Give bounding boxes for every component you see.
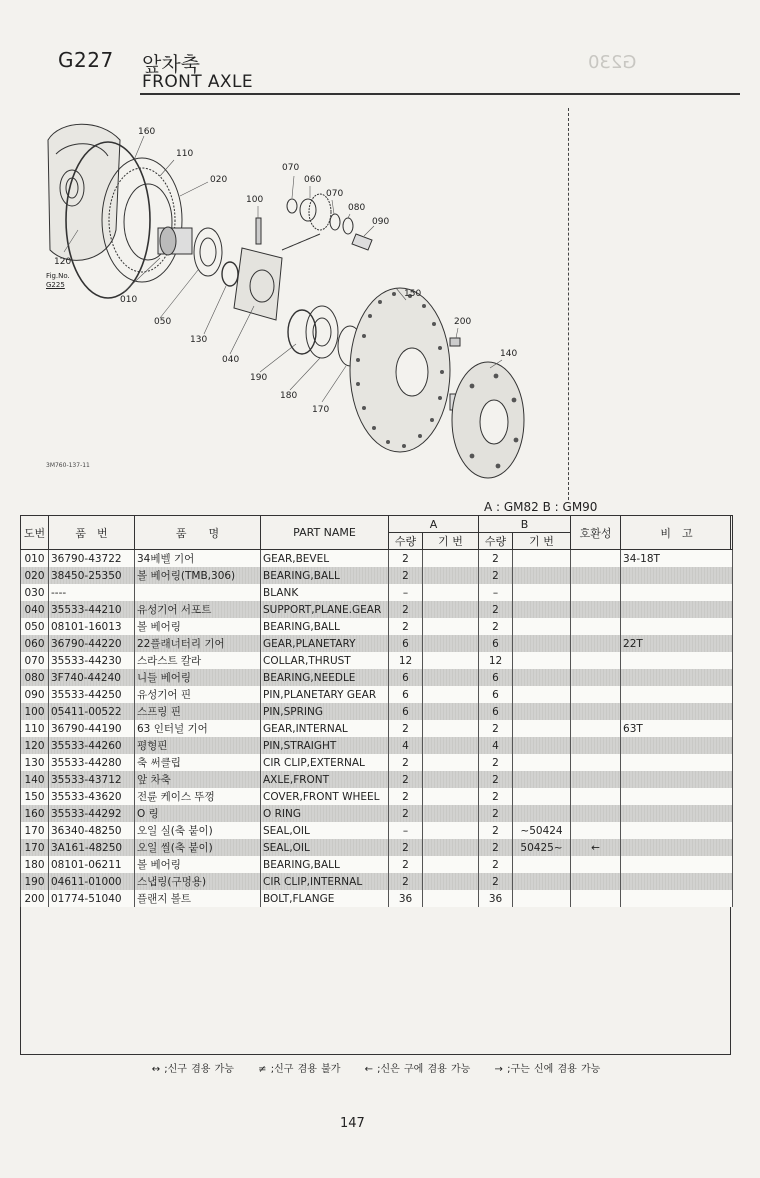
cell-remarks	[621, 584, 733, 601]
cell-no: 170	[21, 822, 49, 839]
cell-remarks	[621, 737, 733, 754]
callout-label: 080	[348, 203, 366, 213]
callout-label: 190	[250, 373, 268, 383]
cell-en: BEARING,NEEDLE	[261, 669, 389, 686]
header-name-ko: 품 명	[135, 516, 261, 550]
cell-compat	[571, 584, 621, 601]
header-serial-a: 기 번	[423, 533, 479, 550]
callout-label: 060	[304, 175, 322, 185]
cell-en: AXLE,FRONT	[261, 771, 389, 788]
cell-qa: 2	[389, 856, 423, 873]
cell-qa: 2	[389, 567, 423, 584]
cell-no: 070	[21, 652, 49, 669]
cell-qa: 6	[389, 669, 423, 686]
cell-sa	[423, 839, 479, 856]
callout-label: 070	[282, 163, 300, 173]
cell-part: 36790-44220	[49, 635, 135, 652]
table-row	[21, 856, 733, 873]
cell-en: COVER,FRONT WHEEL	[261, 788, 389, 805]
cell-compat	[571, 873, 621, 890]
table-row	[21, 601, 733, 618]
cell-remarks	[621, 703, 733, 720]
header-compat: 호환성	[571, 516, 621, 550]
header-group-b: B	[479, 516, 571, 533]
cell-ko: 볼 베어링(TMB,306)	[135, 567, 261, 584]
cell-compat	[571, 737, 621, 754]
cell-en: GEAR,INTERNAL	[261, 720, 389, 737]
cell-remarks	[621, 822, 733, 839]
header-remarks: 비 고	[621, 516, 733, 550]
cell-compat	[571, 652, 621, 669]
cell-no: 200	[21, 890, 49, 907]
cell-compat	[571, 686, 621, 703]
cell-qb: 12	[479, 652, 513, 669]
table-row	[21, 720, 733, 737]
cell-remarks	[621, 805, 733, 822]
cell-qb: –	[479, 584, 513, 601]
cell-part: 35533-44250	[49, 686, 135, 703]
cell-no: 180	[21, 856, 49, 873]
cell-ko: 축 써클립	[135, 754, 261, 771]
cell-en: BEARING,BALL	[261, 567, 389, 584]
cell-sb	[513, 890, 571, 907]
cell-qa: 2	[389, 550, 423, 568]
callout-label: 120	[54, 257, 72, 267]
table-row	[21, 873, 733, 890]
cell-part: 35533-44230	[49, 652, 135, 669]
cell-ko: 오일 실(축 붙이)	[135, 822, 261, 839]
cell-no: 110	[21, 720, 49, 737]
cell-en: BLANK	[261, 584, 389, 601]
cell-remarks	[621, 686, 733, 703]
callout-label: 170	[312, 405, 330, 415]
model-legend: A : GM82 B : GM90	[484, 500, 598, 514]
cell-part: 38450-25350	[49, 567, 135, 584]
cell-part: 36790-43722	[49, 550, 135, 568]
cell-no: 100	[21, 703, 49, 720]
cell-sb	[513, 703, 571, 720]
fig-ref-label: Fig.No.	[46, 272, 70, 280]
cell-compat	[571, 856, 621, 873]
cell-sb	[513, 737, 571, 754]
cell-no: 050	[21, 618, 49, 635]
table-row	[21, 635, 733, 652]
cell-no: 010	[21, 550, 49, 568]
cell-remarks: 34-18T	[621, 550, 733, 568]
cell-sb: 50425~	[513, 839, 571, 856]
cell-qb: 2	[479, 618, 513, 635]
cell-sb	[513, 686, 571, 703]
cell-sa	[423, 737, 479, 754]
cell-sa	[423, 720, 479, 737]
legend-item: ≠ ;신구 겸용 불가	[258, 1064, 341, 1075]
cell-qa: 4	[389, 737, 423, 754]
cell-sa	[423, 652, 479, 669]
drawing-number: 3M760-137-11	[46, 462, 90, 469]
cell-compat	[571, 635, 621, 652]
cell-qa: 2	[389, 788, 423, 805]
cell-en: CIR CLIP,EXTERNAL	[261, 754, 389, 771]
legend-item: ← ;신은 구에 겸용 가능	[364, 1064, 471, 1075]
cell-part: 08101-16013	[49, 618, 135, 635]
cell-ko: 오일 씰(축 붙이)	[135, 839, 261, 856]
cell-sa	[423, 771, 479, 788]
cell-remarks	[621, 567, 733, 584]
cell-qa: 2	[389, 839, 423, 856]
cell-en: PIN,PLANETARY GEAR	[261, 686, 389, 703]
cell-part: 3F740-44240	[49, 669, 135, 686]
cell-ko: 플랜지 볼트	[135, 890, 261, 907]
cell-sa	[423, 618, 479, 635]
cell-ko: 볼 베어링	[135, 618, 261, 635]
cell-no: 060	[21, 635, 49, 652]
cell-ko: 22플래너터리 기어	[135, 635, 261, 652]
table-row	[21, 652, 733, 669]
cell-compat	[571, 771, 621, 788]
cell-part: 01774-51040	[49, 890, 135, 907]
cell-compat	[571, 550, 621, 568]
page-number: 147	[340, 1116, 365, 1131]
header-qty-b: 수량	[479, 533, 513, 550]
header-no: 도번	[21, 516, 49, 550]
cell-sb: ~50424	[513, 822, 571, 839]
cell-sb	[513, 856, 571, 873]
page-title-korean: 앞차축	[142, 52, 200, 76]
cell-en: CIR CLIP,INTERNAL	[261, 873, 389, 890]
cell-part: 36340-48250	[49, 822, 135, 839]
cell-no: 140	[21, 771, 49, 788]
cell-part: 35533-44292	[49, 805, 135, 822]
cell-sb	[513, 567, 571, 584]
callout-label: 130	[190, 335, 208, 345]
cell-ko: 전륜 케이스 뚜껑	[135, 788, 261, 805]
cell-ko: 볼 베어링	[135, 856, 261, 873]
table-row	[21, 686, 733, 703]
cell-qb: 2	[479, 720, 513, 737]
cell-en: SEAL,OIL	[261, 839, 389, 856]
header-group-a: A	[389, 516, 479, 533]
callout-label: 100	[246, 195, 264, 205]
cell-ko: 스라스트 칼라	[135, 652, 261, 669]
header-part-no: 품 번	[49, 516, 135, 550]
cell-compat	[571, 788, 621, 805]
cell-qb: 2	[479, 771, 513, 788]
cell-sa	[423, 703, 479, 720]
cell-en: BOLT,FLANGE	[261, 890, 389, 907]
table-row	[21, 703, 733, 720]
cell-sb	[513, 805, 571, 822]
table-row	[21, 669, 733, 686]
cell-qb: 2	[479, 754, 513, 771]
cell-en: PIN,SPRING	[261, 703, 389, 720]
cell-part: 3A161-48250	[49, 839, 135, 856]
cell-ko: 스프링 핀	[135, 703, 261, 720]
cell-part: 35533-43712	[49, 771, 135, 788]
cell-qa: 12	[389, 652, 423, 669]
cell-sa	[423, 669, 479, 686]
callout-label: 050	[154, 317, 172, 327]
cell-compat	[571, 890, 621, 907]
cell-en: PIN,STRAIGHT	[261, 737, 389, 754]
cell-sa	[423, 550, 479, 568]
table-row	[21, 584, 733, 601]
cell-qa: 2	[389, 754, 423, 771]
cell-qb: 36	[479, 890, 513, 907]
cell-no: 030	[21, 584, 49, 601]
header-qty-a: 수량	[389, 533, 423, 550]
callout-label: 160	[138, 127, 156, 137]
cell-remarks	[621, 652, 733, 669]
cell-compat	[571, 669, 621, 686]
cell-sb	[513, 788, 571, 805]
cell-ko: 34베벨 기어	[135, 550, 261, 568]
cell-sa	[423, 788, 479, 805]
callout-label: 180	[280, 391, 298, 401]
cell-no: 160	[21, 805, 49, 822]
cell-remarks	[621, 890, 733, 907]
cell-compat	[571, 601, 621, 618]
cell-compat	[571, 805, 621, 822]
cell-qa: 2	[389, 720, 423, 737]
cell-no: 120	[21, 737, 49, 754]
cell-en: SEAL,OIL	[261, 822, 389, 839]
cell-qa: 36	[389, 890, 423, 907]
cell-ko: 평형핀	[135, 737, 261, 754]
table-row	[21, 737, 733, 754]
cell-sa	[423, 635, 479, 652]
cell-qa: 2	[389, 618, 423, 635]
cell-no: 020	[21, 567, 49, 584]
cell-no: 040	[21, 601, 49, 618]
compatibility-legend	[20, 1060, 732, 1075]
cell-part: ----	[49, 584, 135, 601]
cell-part: 08101-06211	[49, 856, 135, 873]
callout-label: 150	[404, 289, 422, 299]
cell-compat	[571, 703, 621, 720]
header-name-en: PART NAME	[261, 516, 389, 550]
cell-part: 35533-44280	[49, 754, 135, 771]
cell-compat	[571, 618, 621, 635]
cell-sb	[513, 720, 571, 737]
cell-qa: –	[389, 822, 423, 839]
cell-qb: 2	[479, 601, 513, 618]
cell-sa	[423, 822, 479, 839]
cell-qa: 6	[389, 635, 423, 652]
cell-ko: 니들 베어링	[135, 669, 261, 686]
cell-no: 080	[21, 669, 49, 686]
cell-qa: 6	[389, 686, 423, 703]
cell-no: 130	[21, 754, 49, 771]
table-row	[21, 567, 733, 584]
cell-part: 36790-44190	[49, 720, 135, 737]
table-row	[21, 771, 733, 788]
cell-sb	[513, 584, 571, 601]
cell-sa	[423, 856, 479, 873]
callout-label: 070	[326, 189, 344, 199]
table-row	[21, 754, 733, 771]
cell-sa	[423, 890, 479, 907]
cell-sa	[423, 805, 479, 822]
cell-remarks	[621, 856, 733, 873]
table-row	[21, 839, 733, 856]
cell-en: SUPPORT,PLANE.GEAR	[261, 601, 389, 618]
cell-en: GEAR,PLANETARY	[261, 635, 389, 652]
page-title-english: FRONT AXLE	[142, 72, 253, 92]
cell-compat: ←	[571, 839, 621, 856]
cell-sb	[513, 873, 571, 890]
cell-sa	[423, 754, 479, 771]
cell-ko: 63 인터널 기어	[135, 720, 261, 737]
cell-no: 170	[21, 839, 49, 856]
cell-qa: 2	[389, 805, 423, 822]
page-code: G227	[58, 48, 114, 72]
cell-sb	[513, 618, 571, 635]
cell-qa: 6	[389, 703, 423, 720]
cell-en: COLLAR,THRUST	[261, 652, 389, 669]
cell-remarks	[621, 601, 733, 618]
cell-remarks: 63T	[621, 720, 733, 737]
cell-qb: 6	[479, 635, 513, 652]
table-row	[21, 550, 733, 568]
cell-ko: 앞 차축	[135, 771, 261, 788]
cell-en: BEARING,BALL	[261, 618, 389, 635]
table-row	[21, 805, 733, 822]
cell-en: GEAR,BEVEL	[261, 550, 389, 568]
cell-compat	[571, 720, 621, 737]
cell-part: 35533-43620	[49, 788, 135, 805]
cell-qb: 2	[479, 805, 513, 822]
table-row	[21, 822, 733, 839]
cell-sa	[423, 873, 479, 890]
table-row	[21, 890, 733, 907]
cell-no: 190	[21, 873, 49, 890]
exploded-parts-diagram	[20, 110, 580, 495]
cell-remarks	[621, 788, 733, 805]
cell-qa: 2	[389, 873, 423, 890]
callout-label: 140	[500, 349, 518, 359]
cell-qa: 2	[389, 771, 423, 788]
cell-compat	[571, 567, 621, 584]
cell-ko: 유성기어 핀	[135, 686, 261, 703]
cell-sb	[513, 771, 571, 788]
cell-qb: 2	[479, 550, 513, 568]
cell-ko: 유성기어 서포트	[135, 601, 261, 618]
cell-no: 150	[21, 788, 49, 805]
table-row	[21, 618, 733, 635]
cell-sa	[423, 567, 479, 584]
title-underline	[140, 93, 740, 95]
cell-sb	[513, 652, 571, 669]
cell-part: 35533-44210	[49, 601, 135, 618]
cell-remarks	[621, 839, 733, 856]
cell-remarks	[621, 771, 733, 788]
cell-sa	[423, 584, 479, 601]
cell-sb	[513, 550, 571, 568]
cell-part: 35533-44260	[49, 737, 135, 754]
callout-label: 010	[120, 295, 138, 305]
cell-remarks	[621, 754, 733, 771]
cell-sb	[513, 669, 571, 686]
cell-qb: 2	[479, 567, 513, 584]
callout-label: 110	[176, 149, 194, 159]
callout-label: 200	[454, 317, 472, 327]
cell-remarks: 22T	[621, 635, 733, 652]
cell-remarks	[621, 618, 733, 635]
cell-qa: –	[389, 584, 423, 601]
cell-part: 05411-00522	[49, 703, 135, 720]
fig-ref-number: G225	[46, 281, 65, 289]
bleed-through-text: G230	[588, 52, 637, 73]
cell-qb: 2	[479, 839, 513, 856]
cell-qb: 2	[479, 788, 513, 805]
cell-no: 090	[21, 686, 49, 703]
cell-sb	[513, 635, 571, 652]
callout-label: 040	[222, 355, 240, 365]
legend-item: ↔ ;신구 겸용 가능	[151, 1064, 234, 1075]
header-serial-b: 기 번	[513, 533, 571, 550]
legend-item: → ;구는 신에 겸용 가능	[494, 1064, 601, 1075]
cell-qb: 6	[479, 686, 513, 703]
cell-qb: 4	[479, 737, 513, 754]
cell-qb: 6	[479, 703, 513, 720]
callout-label: 020	[210, 175, 228, 185]
cell-compat	[571, 754, 621, 771]
cell-ko	[135, 584, 261, 601]
cell-remarks	[621, 873, 733, 890]
cell-qb: 2	[479, 873, 513, 890]
cell-sa	[423, 686, 479, 703]
cell-qb: 2	[479, 822, 513, 839]
cell-remarks	[621, 669, 733, 686]
callout-label: 090	[372, 217, 390, 227]
cell-sb	[513, 754, 571, 771]
parts-table	[20, 515, 733, 907]
cell-qb: 6	[479, 669, 513, 686]
cell-qa: 2	[389, 601, 423, 618]
cell-ko: O 링	[135, 805, 261, 822]
cell-en: BEARING,BALL	[261, 856, 389, 873]
cell-part: 04611-01000	[49, 873, 135, 890]
cell-qb: 2	[479, 856, 513, 873]
cell-sa	[423, 601, 479, 618]
cell-ko: 스냅링(구멍용)	[135, 873, 261, 890]
cell-compat	[571, 822, 621, 839]
table-row	[21, 788, 733, 805]
figure-reference	[46, 272, 70, 290]
cell-sb	[513, 601, 571, 618]
cell-en: O RING	[261, 805, 389, 822]
